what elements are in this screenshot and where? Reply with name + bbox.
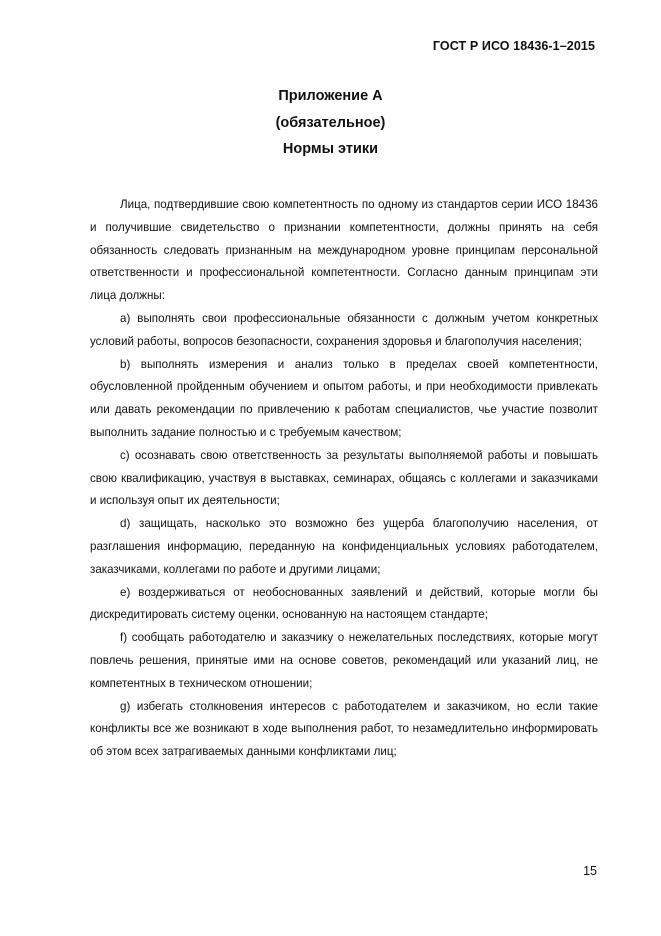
annex-title: Приложение А xyxy=(278,88,383,104)
document-body xyxy=(90,194,598,764)
annex-status: (обязательное) xyxy=(275,115,386,131)
ethics-item-a: а) выполнять свои профессиональные обязанности с должным учетом конкретных условий работы, вопросов безопасности, сохранения здоровья и благополучия населения; xyxy=(90,311,598,348)
ethics-item-d: d) защищать, насколько это возможно без ущерба благополучию населения, от разглашения информацию, переданную на конфиденциальных условиях работодателем, заказчиками, коллегами по работе и другими лицами; xyxy=(90,517,598,576)
ethics-item-b: b) выполнять измерения и анализ только в пределах своей компетентности, обусловленной пройденным обучением и опытом работы, и при необходимости привлекать или давать рекомендации по привлечению к работам специалистов, чье участие позволит выполнить задание полностью и с требуемым качеством; xyxy=(90,357,598,439)
ethics-item-f: f) сообщать работодателю и заказчику о нежелательных последствиях, которые могут повлечь решения, принятые ими на основе советов, рекомендаций или указаний лиц, не компетентных в техническом отношении; xyxy=(90,631,598,690)
ethics-item-c: c) осознавать свою ответственность за результаты выполняемой работы и повышать свою квалификацию, участвуя в выставках, семинарах, общаясь с коллегами и заказчиками и используя опыт их деятельности; xyxy=(90,448,598,508)
document-code: ГОСТ Р ИСО 18436-1–2015 xyxy=(432,39,595,53)
page-number: 15 xyxy=(583,864,597,878)
annex-subtitle: Нормы этики xyxy=(282,141,379,157)
intro-paragraph: Лица, подтвердившие свою компетентность по одному из стандартов серии ИСО 18436 и получившие свидетельство о признании компетентности, должны принять на себя обязанность следовать признанным на международном уровне принципам персональной ответственности и профессиональной компетентности. Согласно данным принципам эти лица должны: xyxy=(90,198,598,303)
ethics-item-e: е) воздерживаться от необоснованных заявлений и действий, которые могли бы дискредитировать систему оценки, основанную на настоящем стандарте; xyxy=(90,585,598,622)
ethics-item-g: g) избегать столкновения интересов с работодателем и заказчиком, но если такие конфликты все же возникают в ходе выполнения работ, то незамедлительно информировать об этом всех затрагиваемых данными конфликтами лиц; xyxy=(90,699,598,759)
